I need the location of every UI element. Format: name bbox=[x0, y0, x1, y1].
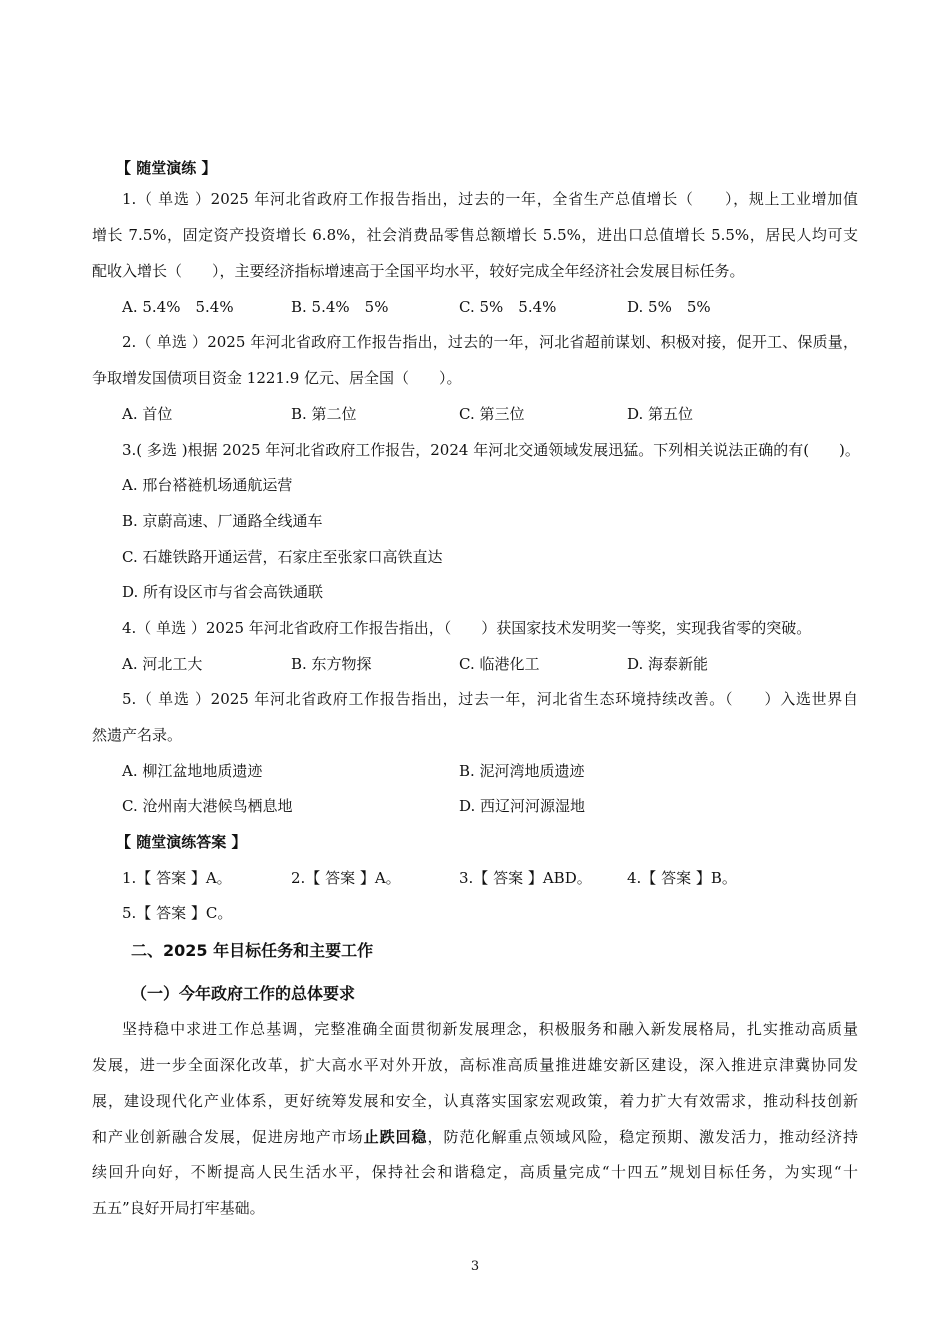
question-1-option-d: D. 5% 5% bbox=[627, 298, 711, 316]
question-4-option-c: C. 临港化工 bbox=[459, 655, 540, 673]
question-5-option-b: B. 泥河湾地质遗迹 bbox=[459, 762, 585, 780]
question-1-option-b: B. 5.4% 5% bbox=[291, 298, 389, 316]
answer-4: 4.【 答案 】B。 bbox=[627, 869, 737, 887]
question-1-line-3: 配收入增长（ ），主要经济指标增速高于全国平均水平，较好完成全年经济社会发展目标任务。 bbox=[92, 262, 745, 280]
answers-title: 【 随堂演练答案 】 bbox=[116, 833, 247, 851]
paragraph-line-2: 发展，进一步全面深化改革，扩大高水平对外开放，高标准高质量推进雄安新区建设，深入推进京津冀协同发 bbox=[92, 1056, 858, 1074]
question-5-option-d: D. 西辽河河源湿地 bbox=[459, 797, 586, 815]
question-5-line-2: 然遗产名录。 bbox=[92, 726, 183, 744]
question-2-option-a: A. 首位 bbox=[122, 405, 173, 423]
question-5-line-1: 5.（ 单选 ）2025 年河北省政府工作报告指出，过去一年，河北省生态环境持续改善。（ ）入选世界自 bbox=[122, 690, 858, 708]
question-3-option-a: A. 邢台褡裢机场通航运营 bbox=[122, 476, 293, 494]
question-1-option-a: A. 5.4% 5.4% bbox=[122, 298, 234, 316]
question-5-option-a: A. 柳江盆地地质遗迹 bbox=[122, 762, 263, 780]
question-2-line-1: 2.（ 单选 ）2025 年河北省政府工作报告指出，过去的一年，河北省超前谋划、积极对接，促开工、保质量， bbox=[122, 333, 858, 351]
answer-3: 3.【 答案 】ABD。 bbox=[459, 869, 592, 887]
question-2-option-b: B. 第二位 bbox=[291, 405, 357, 423]
paragraph-line-3: 展，建设现代化产业体系，更好统筹发展和安全，认真落实国家宏观政策，着力扩大有效需求，推动科技创新 bbox=[92, 1092, 858, 1110]
paragraph-line-4 bbox=[92, 1126, 858, 1148]
question-2-option-d: D. 第五位 bbox=[627, 405, 694, 423]
practice-title: 【 随堂演练 】 bbox=[116, 159, 217, 177]
section-heading: 二、2025 年目标任务和主要工作 bbox=[131, 941, 374, 960]
question-2-option-c: C. 第三位 bbox=[459, 405, 525, 423]
answer-2: 2.【 答案 】A。 bbox=[291, 869, 401, 887]
paragraph-line-1: 坚持稳中求进工作总基调，完整准确全面贯彻新发展理念，积极服务和融入新发展格局，扎实推动高质量 bbox=[122, 1020, 858, 1038]
page-number: 3 bbox=[470, 1259, 480, 1274]
paragraph-line-6: 五五”良好开局打牢基础。 bbox=[92, 1199, 265, 1217]
question-1-line-1: 1.（ 单选 ）2025 年河北省政府工作报告指出，过去的一年，全省生产总值增长（ ），规上工业增加值 bbox=[122, 190, 858, 208]
question-3-option-b: B. 京蔚高速、厂通路全线通车 bbox=[122, 512, 323, 530]
question-3-option-d: D. 所有设区市与省会高铁通联 bbox=[122, 583, 324, 601]
question-4-option-b: B. 东方物探 bbox=[291, 655, 372, 673]
question-3-line-1: 3.( 多选 )根据 2025 年河北省政府工作报告，2024 年河北交通领域发展迅猛。下列相关说法正确的有( )。 bbox=[122, 441, 860, 459]
question-4-option-d: D. 海泰新能 bbox=[627, 655, 709, 673]
question-3-option-c: C. 石雄铁路开通运营，石家庄至张家口高铁直达 bbox=[122, 548, 443, 566]
subsection-heading: （一）今年政府工作的总体要求 bbox=[131, 984, 356, 1003]
answer-5: 5.【 答案 】C。 bbox=[122, 904, 233, 922]
question-2-line-2: 争取增发国债项目资金 1221.9 亿元、居全国（ ）。 bbox=[92, 369, 462, 387]
paragraph-line-5: 续回升向好，不断提高人民生活水平，保持社会和谐稳定，高质量完成“十四五”规划目标任务，为实现“十 bbox=[92, 1163, 858, 1181]
paragraph-line-4-before: 和产业创新融合发展，促进房地产市场 bbox=[92, 1128, 364, 1146]
answer-1: 1.【 答案 】A。 bbox=[122, 869, 232, 887]
paragraph-line-4-after: ，防范化解重点领域风险，稳定预期、激发活力，推动经济持 bbox=[427, 1128, 858, 1146]
question-1-option-c: C. 5% 5.4% bbox=[459, 298, 557, 316]
question-4-option-a: A. 河北工大 bbox=[122, 655, 203, 673]
question-4-line-1: 4.（ 单选 ）2025 年河北省政府工作报告指出，（ ）获国家技术发明奖一等奖，实现我省零的突破。 bbox=[122, 619, 812, 637]
paragraph-emphasis: 止跌回稳 bbox=[363, 1128, 428, 1146]
question-5-option-c: C. 沧州南大港候鸟栖息地 bbox=[122, 797, 293, 815]
question-1-line-2: 增长 7.5%，固定资产投资增长 6.8%，社会消费品零售总额增长 5.5%，进出口总值增长 5.5%，居民人均可支 bbox=[92, 226, 858, 244]
